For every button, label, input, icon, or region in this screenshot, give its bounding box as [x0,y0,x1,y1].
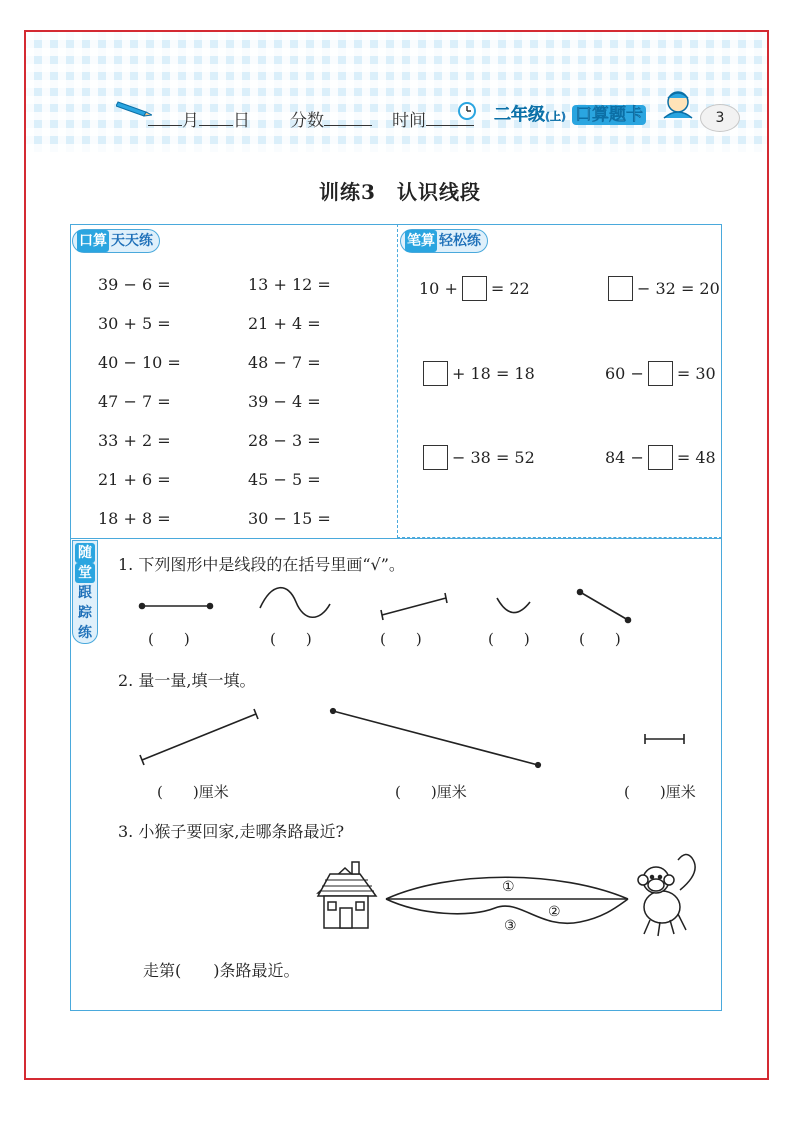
oral-right-4: 39 − 4 = [248,392,321,411]
monkey-icon [638,854,695,936]
q1-figure-segment [140,604,213,609]
q1-paren-4[interactable]: ( ) [488,630,530,648]
written-eq-6: 84 − = 48 [605,445,716,470]
q1-paren-1[interactable]: ( ) [148,630,190,648]
q1-figure-tick-segment [381,593,447,620]
brand-grade: 二年级 [494,105,545,125]
oral-right-6: 45 − 5 = [248,470,321,489]
brand-book: 口算题卡 [572,105,646,125]
q1-paren-3[interactable]: ( ) [380,630,422,648]
oral-left-3: 40 − 10 = [98,353,181,372]
written-eq-4: 60 − = 30 [605,361,716,386]
q1-figure-dot-segment [578,590,631,623]
brand-term: (上) [545,110,567,123]
written-eq-3: + 18 = 18 [419,361,535,386]
q2-segment-3 [645,734,684,744]
question-1: 1. 下列图形中是线段的在括号里画“√”。 [118,555,405,574]
oral-left-6: 21 + 6 = [98,470,171,489]
oral-practice-label: 口算 天天练 [72,229,160,253]
oral-right-2: 21 + 4 = [248,314,321,333]
written-eq-1: 10 + = 22 [419,276,530,301]
q1-paren-5[interactable]: ( ) [579,630,621,648]
q3-answer[interactable]: 走第( )条路最近。 [143,961,300,980]
score-label: 分数 [290,111,324,131]
page-title: 训练3 认识线段 [319,180,481,204]
oral-right-3: 48 − 7 = [248,353,321,372]
page-number: 3 [700,104,740,132]
q2-segment-1 [140,709,258,765]
route-label-3: ③ [504,918,517,934]
oral-right-7: 30 − 15 = [248,509,331,528]
q2-answer-1[interactable]: ( )厘米 [157,783,229,801]
written-eq-2: − 32 = 20 [604,276,720,301]
q2-segment-2 [331,709,541,768]
route-label-1: ① [502,879,515,895]
time-label: 时间 [392,111,426,131]
oral-left-5: 33 + 2 = [98,431,171,450]
month-label: 月 [182,111,199,131]
oral-left-4: 47 − 7 = [98,392,171,411]
oral-right-5: 28 − 3 = [248,431,321,450]
oral-right-1: 13 + 12 = [248,275,331,294]
oral-left-2: 30 + 5 = [98,314,171,333]
q2-answer-3[interactable]: ( )厘米 [624,783,696,801]
q1-figure-arc [497,598,530,613]
q1-figure-curve [260,588,330,618]
followup-practice-label: 随 堂 跟 踪 练 [72,540,98,644]
oral-left-1: 39 − 6 = [98,275,171,294]
oral-left-7: 18 + 8 = [98,509,171,528]
day-label: 日 [233,111,250,131]
q1-paren-2[interactable]: ( ) [270,630,312,648]
question-3: 3. 小猴子要回家,走哪条路最近? [118,822,345,841]
route-label-2: ② [548,904,561,920]
q2-answer-2[interactable]: ( )厘米 [395,783,467,801]
house-icon [318,862,376,928]
question-2: 2. 量一量,填一填。 [118,671,256,690]
written-eq-5: − 38 = 52 [419,445,535,470]
written-practice-label: 笔算 轻松练 [400,229,488,253]
